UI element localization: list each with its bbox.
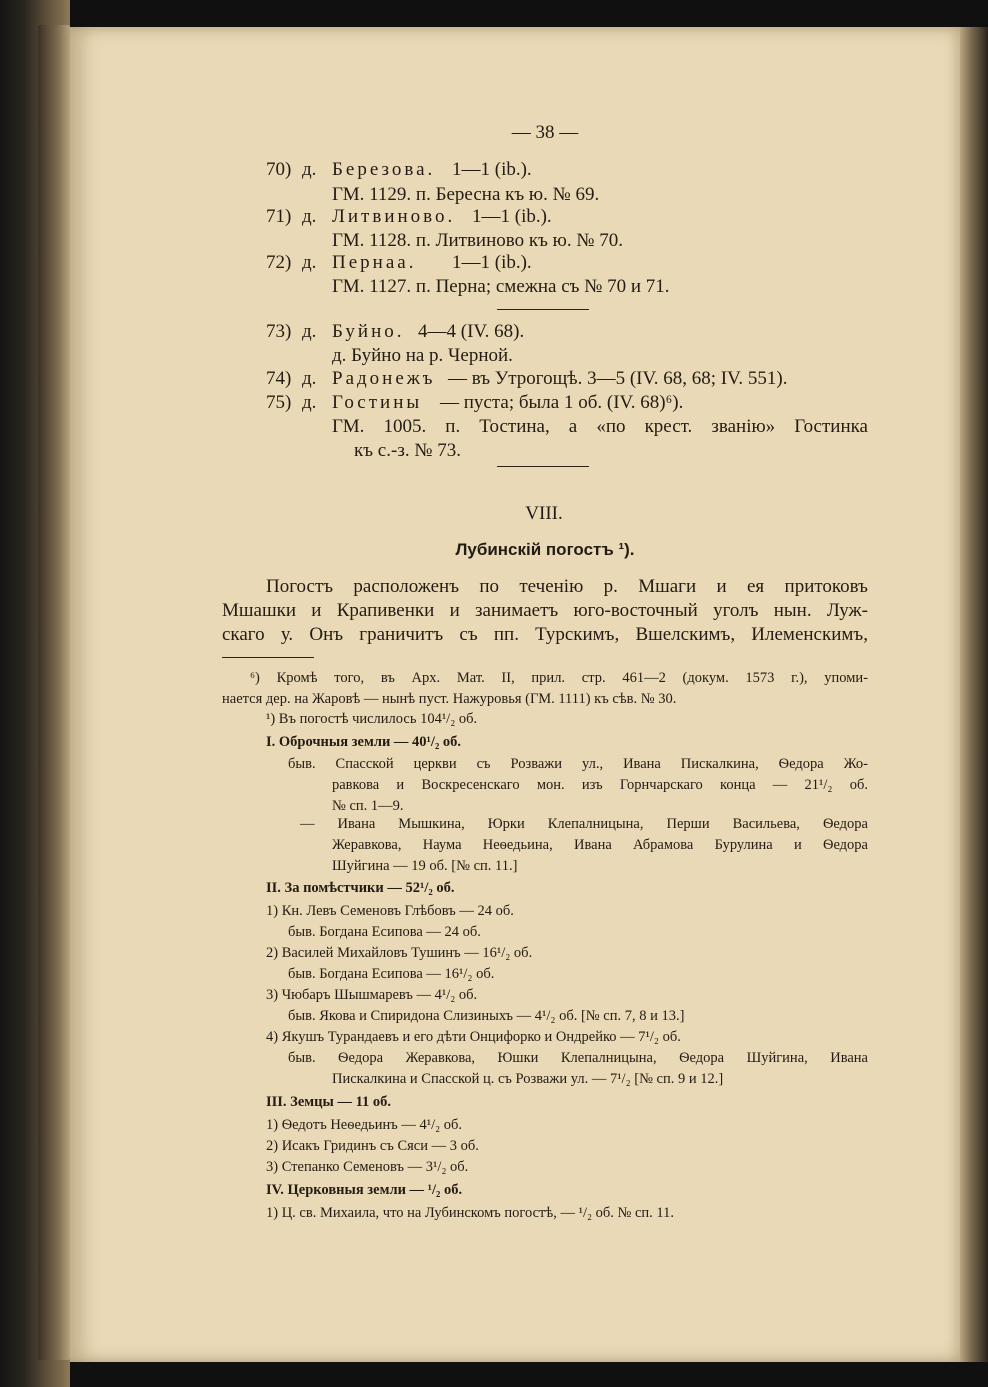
footnote-heading-2: II. За помѣстчики — 52¹/₂ об. xyxy=(266,880,455,896)
entry-name: Пернаа. xyxy=(332,252,417,273)
page-number: — 38 — xyxy=(511,122,579,143)
entry-rest: — въ Утрогощѣ. 3—5 (IV. 68, 68; IV. 551). xyxy=(448,368,788,389)
footnote-line: Жеравкова, Наума Неѳедьина, Ивана Абрамова Бурулина и Ѳедора xyxy=(332,837,868,853)
footnote-line: 1) Кн. Левъ Семеновъ Глѣбовъ — 24 об. xyxy=(266,903,514,919)
footnote-heading-4: IV. Церковныя земли — ¹/₂ об. xyxy=(266,1182,463,1198)
entry-name: Радонежъ xyxy=(332,368,436,389)
footnote-line: быв. Якова и Спиридона Слизиныхъ — 4¹/₂ об. [№ сп. 7, 8 и 13.] xyxy=(288,1008,685,1024)
footnote-line: 2) Василей Михайловъ Тушинъ — 16¹/₂ об. xyxy=(266,945,533,961)
footnote-line: быв. Богдана Есипова — 24 об. xyxy=(288,924,481,940)
entry-number: 72) xyxy=(266,252,292,273)
entry-prefix: д. xyxy=(302,321,317,342)
entry-prefix: д. xyxy=(302,159,317,180)
footnote-line: 3) Чюбаръ Шышмаревъ — 4¹/₂ об. xyxy=(266,987,478,1003)
entry-number: 75) xyxy=(266,392,292,413)
entry-sub: д. Буйно на р. Черной. xyxy=(332,345,513,366)
entry-name: Буйно. xyxy=(332,321,405,342)
entry-name: Гостины xyxy=(332,392,423,413)
entry-rest: 1—1 (ib.). xyxy=(472,206,552,227)
next-page-edge xyxy=(960,27,988,1362)
paragraph-line-1: Погостъ расположенъ по теченію р. Мшаги и ея притоковъ xyxy=(266,576,868,597)
paragraph-line-2: Мшашки и Крапивенки и занимаетъ юго-восточный уголъ нын. Луж- xyxy=(222,600,868,621)
entry-name: Литвиново. xyxy=(332,206,456,227)
footnote-line: быв. Ѳедора Жеравкова, Юшки Клепалницына, Ѳедора Шуйгина, Ивана xyxy=(288,1050,868,1066)
entry-number: 71) xyxy=(266,206,292,227)
entry-prefix: д. xyxy=(302,252,317,273)
entry-sub: ГМ. 1127. п. Перна; смежна съ № 70 и 71. xyxy=(332,276,670,297)
footnote-line: 2) Исакъ Гридинъ съ Сяси — 3 об. xyxy=(266,1138,479,1154)
entry-name: Березова. xyxy=(332,159,436,180)
entry-sub: ГМ. 1128. п. Литвиново къ ю. № 70. xyxy=(332,230,623,251)
footnote-line: 3) Степанко Семеновъ — 3¹/₂ об. xyxy=(266,1159,469,1175)
footnote-line: быв. Спасской церкви съ Розважи ул., Ивана Пискалкина, Ѳедора Жо- xyxy=(288,756,868,772)
entry-rest: 1—1 (ib.). xyxy=(452,159,532,180)
divider xyxy=(497,466,589,467)
footnote-line: № сп. 1—9. xyxy=(332,798,404,814)
entry-rest: — пуста; была 1 об. (IV. 68)⁶). xyxy=(440,392,684,413)
entry-prefix: д. xyxy=(302,206,317,227)
entry-number: 70) xyxy=(266,159,292,180)
entry-sub: ГМ. 1005. п. Тостина, а «по крест. званію» Гостинка xyxy=(332,416,868,437)
footnote-heading-1: I. Оброчныя земли — 40¹/₂ об. xyxy=(266,734,462,750)
footnote-line: быв. Богдана Есипова — 16¹/₂ об. xyxy=(288,966,495,982)
footnote-line: 4) Якушъ Турандаевъ и его дѣти Онцифорко и Ондрейко — 7¹/₂ об. xyxy=(266,1029,681,1045)
footnote-line: — Ивана Мышкина, Юрки Клепалницына, Перши Васильева, Ѳедора xyxy=(300,816,868,832)
entry-prefix: д. xyxy=(302,392,317,413)
entry-rest: 1—1 (ib.). xyxy=(452,252,532,273)
entry-sub: ГМ. 1129. п. Бересна къ ю. № 69. xyxy=(332,184,600,205)
footnote-line: 1) Ѳедотъ Неѳедьинъ — 4¹/₂ об. xyxy=(266,1117,463,1133)
entry-prefix: д. xyxy=(302,368,317,389)
footnote-6-line-1: ⁶) Кромѣ того, въ Арх. Мат. II, прил. стр. 461—2 (докум. 1573 г.), упоми- xyxy=(250,670,868,686)
divider xyxy=(497,309,589,310)
footnote-line: Пискалкина и Спасской ц. съ Розважи ул. — 7¹/₂ [№ сп. 9 и 12.] xyxy=(332,1071,724,1087)
entry-number: 74) xyxy=(266,368,292,389)
book-cover-edge xyxy=(38,25,70,1360)
footnote-divider xyxy=(222,657,314,658)
footnote-6-line-2: нается дер. на Жаровѣ — нынѣ пуст. Нажуровья (ГМ. 1111) къ сѣв. № 30. xyxy=(222,691,677,707)
footnote-line: Шуйгина — 19 об. [№ сп. 11.] xyxy=(332,858,518,874)
footnote-1: ¹) Въ погостѣ числилось 104¹/₂ об. xyxy=(266,711,478,727)
paragraph-line-3: скаго у. Онъ граничитъ съ пп. Турскимъ, Вшелскимъ, Илеменскимъ, xyxy=(222,624,868,645)
entry-sub-continued: къ с.-з. № 73. xyxy=(354,440,461,461)
footnote-line: равкова и Воскресенскаго мон. изъ Горнчарскаго конца — 21¹/₂ об. xyxy=(332,777,868,793)
section-numeral: VIII. xyxy=(525,503,563,524)
entry-rest: 4—4 (IV. 68). xyxy=(418,321,525,342)
entry-number: 73) xyxy=(266,321,292,342)
footnote-heading-3: III. Земцы — 11 об. xyxy=(266,1094,392,1110)
footnote-line: 1) Ц. св. Михаила, что на Лубинскомъ погостѣ, — ¹/₂ об. № сп. 11. xyxy=(266,1205,675,1221)
section-title: Лубинскій погостъ ¹). xyxy=(455,540,635,559)
